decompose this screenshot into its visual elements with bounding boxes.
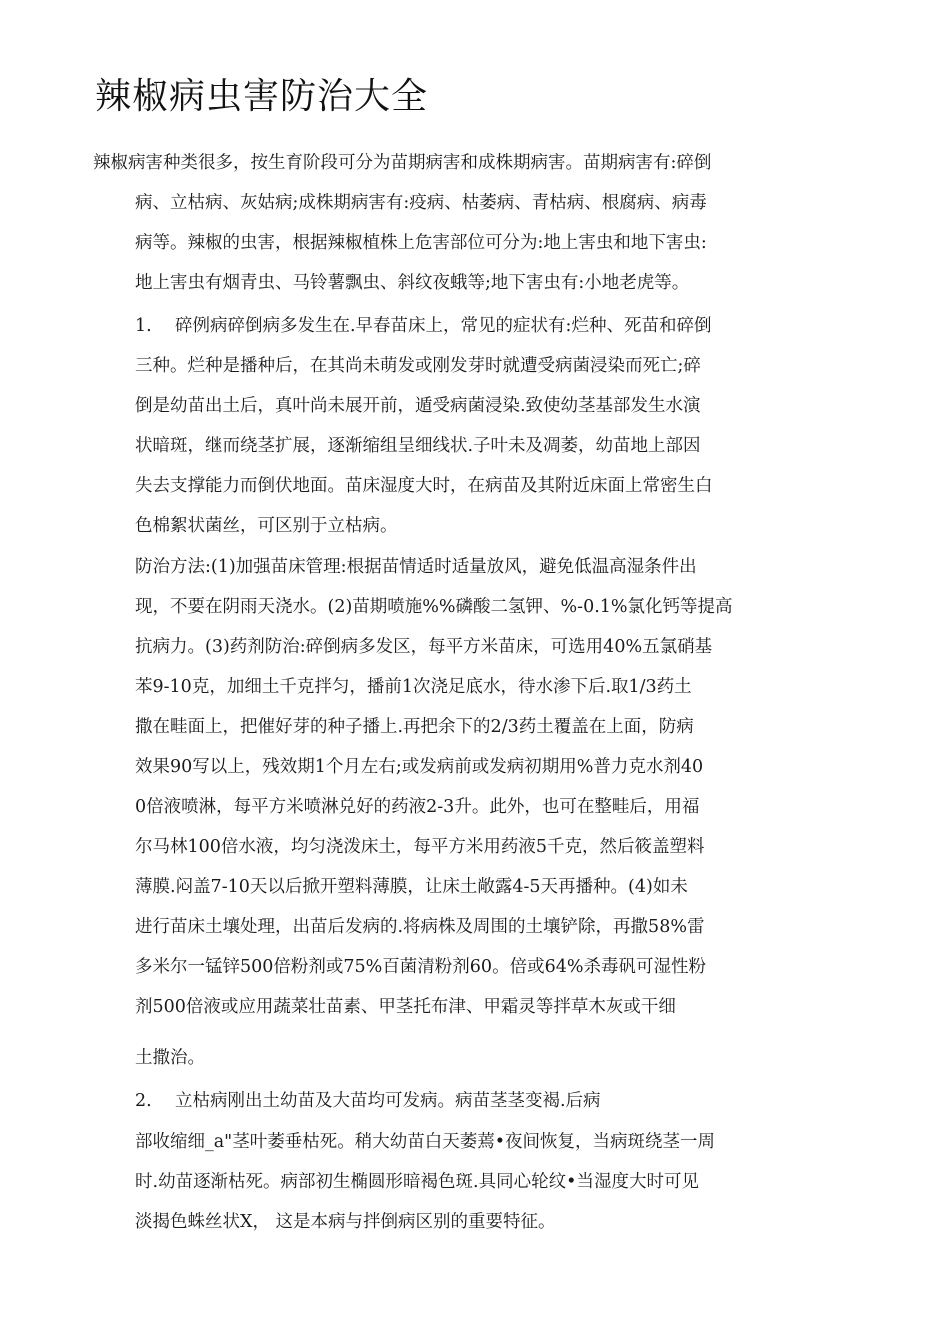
- paragraph-line: 撒在畦面上，把催好芽的种子播上.再把余下的2/3药土覆盖在上面，防病: [135, 717, 694, 737]
- numbered-item-1: [135, 314, 711, 338]
- paragraph-line: 三种。烂种是播种后，在其尚未萌发或刚发芽时就遭受病菌浸染而死亡;碎: [135, 356, 701, 376]
- paragraph-line: 抗病力。(3)药剂防治:碎倒病多发区，每平方米苗床，可选用40%五氯硝基: [135, 637, 713, 657]
- paragraph-line: 效果90写以上，残效期1个月左右;或发病前或发病初期用%普力克水剂40: [135, 757, 704, 777]
- paragraph-line: 淡揭色蛛丝状X， 这是本病与拌倒病区别的重要特征。: [135, 1212, 556, 1232]
- paragraph-line: 土撒治。: [135, 1048, 205, 1068]
- paragraph-line: 地上害虫有烟青虫、马铃薯飘虫、斜纹夜蛾等;地下害虫有:小地老虎等。: [135, 273, 690, 293]
- paragraph-line: 部收缩细_a"茎叶萎垂枯死。稍大幼苗白天萎蔫•夜间恢复，当病斑绕茎一周: [135, 1132, 716, 1152]
- numbered-item-2: [135, 1089, 601, 1113]
- paragraph-line: 立枯病刚出土幼苗及大苗均可发病。病苗茎茎变褐.后病: [175, 1091, 601, 1111]
- paragraph-line: 防治方法:(1)加强苗床管理:根据苗情适时适量放风，避免低温高湿条件出: [135, 557, 697, 577]
- paragraph-line: 剂500倍液或应用蔬菜壮苗素、甲茎托布津、甲霜灵等拌草木灰或干细: [135, 997, 676, 1017]
- paragraph-line: 现，不要在阴雨天浇水。(2)苗期喷施%%磷酸二氢钾、%-0.1%氯化钙等提高: [135, 597, 733, 617]
- paragraph-line: 失去支撑能力而倒伏地面。苗床湿度大时，在病苗及其附近床面上常密生白: [135, 476, 713, 496]
- paragraph-line: 病、立枯病、灰姑病;成株期病害有:疫病、枯萎病、青枯病、根腐病、病毒: [135, 193, 707, 213]
- paragraph-line: 尔马林100倍水液，均匀浇泼床土，每平方米用药液5千克，然后筱盖塑料: [135, 837, 705, 857]
- paragraph-line: 病等。辣椒的虫害，根据辣椒植株上危害部位可分为:地上害虫和地下害虫:: [135, 233, 707, 253]
- paragraph-line: 色棉絮状菌丝，可区别于立枯病。: [135, 516, 398, 536]
- paragraph-line: 进行苗床土壤处理，出苗后发病的.将病株及周围的土壤铲除，再撒58%雷: [135, 917, 705, 937]
- paragraph-line: 薄膜.闷盖7-10天以后掀开塑料薄膜，让床土敞露4-5天再播种。(4)如未: [135, 877, 688, 897]
- paragraph-line: 状暗斑，继而绕茎扩展，逐渐缩组呈细线状.子叶未及凋萎，幼苗地上部因: [135, 436, 701, 456]
- item-number: 2.: [135, 1091, 152, 1111]
- paragraph-line: 多米尔一锰锌500倍粉剂或75%百菌清粉剂60。倍或64%杀毒矾可湿性粉: [135, 957, 706, 977]
- document-title: 辣椒病虫害防治大全: [95, 76, 429, 117]
- paragraph-line: 0倍液喷淋，每平方米喷淋兑好的药液2-3升。此外，也可在整畦后，用福: [135, 797, 700, 817]
- paragraph-line: 苯9-10克，加细土千克拌匀，播前1次浇足底水，待水渗下后.取1/3药土: [135, 677, 692, 697]
- paragraph-line: 碎例病碎倒病多发生在.早春苗床上，常见的症状有:烂种、死苗和碎倒: [175, 316, 712, 336]
- item-number: 1.: [135, 316, 152, 336]
- paragraph-line: 时.幼苗逐渐枯死。病部初生椭圆形暗褐色斑.具同心轮纹•当湿度大时可见: [135, 1172, 699, 1192]
- paragraph-line: 倒是幼苗出土后，真叶尚未展开前，遁受病菌浸染.致使幼茎基部发生水演: [135, 396, 701, 416]
- paragraph-line: 辣椒病害种类很多，按生育阶段可分为苗期病害和成株期病害。苗期病害有:碎倒: [93, 153, 712, 173]
